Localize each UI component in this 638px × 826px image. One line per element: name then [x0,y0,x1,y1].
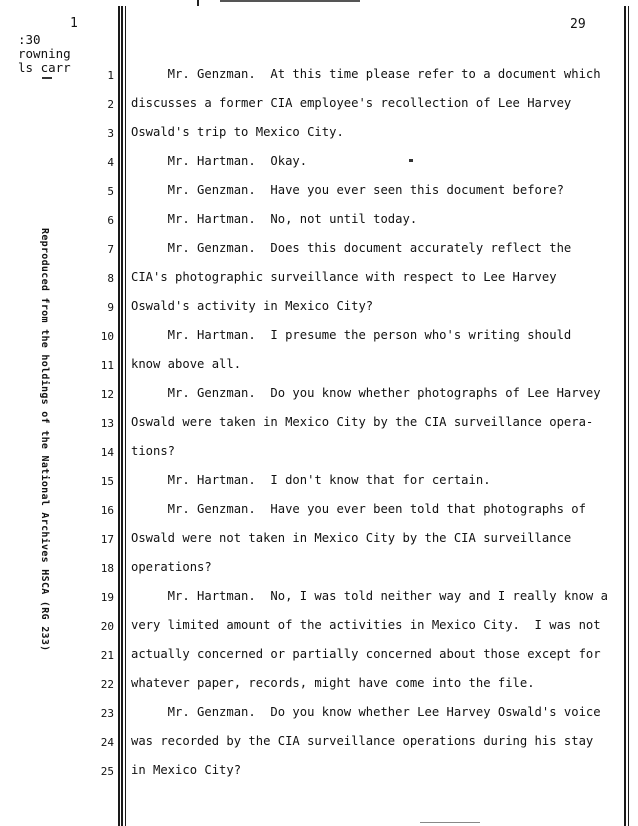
line-number: 2 [107,98,114,111]
transcript-line: Mr. Hartman. No, I was told neither way and I really know a [131,589,608,603]
page-number: 29 [570,17,586,32]
corner-mark [197,0,205,6]
line-number: 19 [100,591,114,604]
transcript-line: actually concerned or partially concerned about those except for [131,647,601,661]
transcript-line: Mr. Hartman. No, not until today. [131,212,418,226]
line-number: 20 [100,620,114,633]
line-number: 24 [100,736,114,749]
line-number: 23 [100,707,114,720]
line-number: 25 [100,765,114,778]
line-number: 12 [100,388,114,401]
transcript-line: Oswald were not taken in Mexico City by the CIA surveillance [131,531,572,545]
line-number: 7 [107,243,114,256]
transcript-line: Oswald's trip to Mexico City. [131,125,344,139]
line-number: 11 [100,359,114,372]
transcript-line: Mr. Genzman. Do you know whether Lee Harvey Oswald's voice [131,705,601,719]
line-number: 15 [100,475,114,488]
transcript-line: Mr. Genzman. Have you ever been told that photographs of [131,502,586,516]
transcript-line: tions? [131,444,176,458]
margin-note [18,33,71,75]
transcript-line: Mr. Genzman. Does this document accurately reflect the [131,241,572,255]
left-margin-rule [118,6,120,826]
transcript-line: Mr. Genzman. Do you know whether photographs of Lee Harvey [131,386,601,400]
transcript-line: CIA's photographic surveillance with respect to Lee Harvey [131,270,557,284]
transcript-line: Mr. Genzman. Have you ever seen this document before? [131,183,564,197]
transcript-line: Mr. Genzman. At this time please refer to a document which [131,67,601,81]
line-number: 4 [107,156,114,169]
ink-speck [409,159,413,162]
transcript-line: Oswald were taken in Mexico City by the CIA surveillance opera- [131,415,594,429]
line-number: 18 [100,562,114,575]
line-number: 8 [107,272,114,285]
margin-note-line: ls carr [18,60,71,75]
transcript-line: operations? [131,560,212,574]
line-number: 17 [100,533,114,546]
line-number: 22 [100,678,114,691]
transcript-line: Oswald's activity in Mexico City? [131,299,374,313]
archive-attribution-text: Reproduced from the holdings of the National Archives HSCA (RG 233) [39,228,50,652]
document-number: 1 [70,16,78,31]
line-number: 21 [100,649,114,662]
margin-note-line: rowning [18,46,71,61]
transcript-line: in Mexico City? [131,763,242,777]
transcript-line: know above all. [131,357,242,371]
line-number: 3 [107,127,114,140]
line-number: 9 [107,301,114,314]
transcript-line: was recorded by the CIA surveillance operations during his stay [131,734,594,748]
transcript-line: very limited amount of the activities in Mexico City. I was not [131,618,601,632]
line-number: 16 [100,504,114,517]
right-margin-rule [628,6,629,826]
line-number: 10 [100,330,114,343]
transcript-line: whatever paper, records, might have come into the file. [131,676,535,690]
line-number: 13 [100,417,114,430]
transcript-line: Mr. Hartman. I don't know that for certain. [131,473,491,487]
line-number: 5 [107,185,114,198]
margin-mark [42,77,52,79]
scan-edge-mark [220,0,360,2]
transcript-line: Mr. Hartman. Okay. [131,154,308,168]
line-number: 6 [107,214,114,227]
transcript-line: Mr. Hartman. I presume the person who's writing should [131,328,572,342]
left-margin-rule [125,6,126,826]
left-margin-rule [121,6,123,826]
transcript-line: discusses a former CIA employee's recollection of Lee Harvey [131,96,572,110]
right-margin-rule [624,6,626,826]
line-number: 1 [107,69,114,82]
archive-attribution [40,228,60,688]
scan-edge-mark [420,822,480,823]
margin-note-line: :30 [18,32,41,47]
line-number: 14 [100,446,114,459]
